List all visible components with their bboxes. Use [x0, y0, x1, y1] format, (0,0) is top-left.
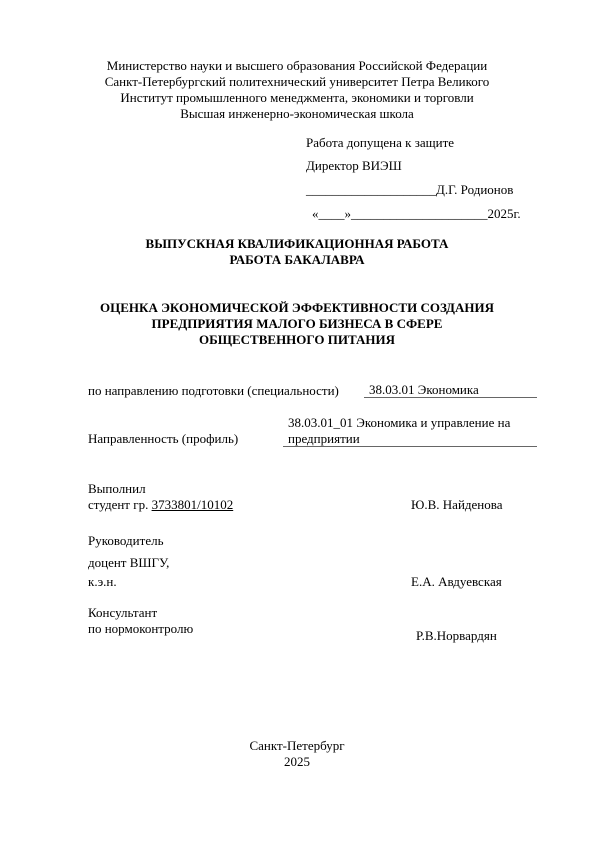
- thesis-title-line3: ОБЩЕСТВЕННОГО ПИТАНИЯ: [199, 332, 395, 347]
- consultant-role: Консультант: [88, 605, 158, 620]
- signature-line: ____________________: [306, 182, 436, 197]
- supervisor-position: доцент ВШГУ,: [88, 555, 170, 570]
- direction-label: по направлению подготовки (специальности): [88, 383, 339, 398]
- admitted-text: Работа допущена к защите: [306, 135, 455, 150]
- direction-value: 38.03.01 Экономика: [369, 382, 479, 397]
- consultant-name: Р.В.Норвардян: [416, 628, 497, 643]
- supervisor-degree: к.э.н.: [88, 574, 117, 589]
- institute-line: Институт промышленного менеджмента, экономики и торговли: [120, 90, 474, 105]
- date-year: 2025г.: [487, 206, 521, 221]
- profile-value-line2: предприятии: [288, 431, 360, 446]
- thesis-title-line1: ОЦЕНКА ЭКОНОМИЧЕСКОЙ ЭФФЕКТИВНОСТИ СОЗДАНИЯ: [100, 300, 494, 315]
- footer-city: Санкт-Петербург: [249, 738, 345, 753]
- university-line: Санкт-Петербургский политехнический университет Петра Великого: [104, 74, 490, 89]
- profile-label: Направленность (профиль): [88, 431, 239, 446]
- supervisor-role: Руководитель: [88, 533, 164, 548]
- director-signature-row: [306, 182, 513, 198]
- director-name: Д.Г. Родионов: [436, 182, 514, 197]
- student-group: 3733801/10102: [151, 497, 234, 512]
- supervisor-name: Е.А. Авдуевская: [411, 574, 502, 589]
- student-position: [88, 497, 233, 513]
- student-name: Ю.В. Найденова: [411, 497, 503, 512]
- student-role: Выполнил: [88, 481, 146, 496]
- direction-underline: [364, 397, 537, 398]
- date-day: «____»: [312, 206, 351, 221]
- thesis-title-line2: ПРЕДПРИЯТИЯ МАЛОГО БИЗНЕСА В СФЕРЕ: [151, 316, 443, 331]
- work-type-line1: ВЫПУСКНАЯ КВАЛИФИКАЦИОННАЯ РАБОТА: [145, 236, 449, 251]
- school-line: Высшая инженерно-экономическая школа: [180, 106, 414, 121]
- ministry-line: Министерство науки и высшего образования Российской Федерации: [106, 58, 488, 73]
- student-position-prefix: студент гр.: [88, 497, 149, 512]
- approval-date-row: [312, 206, 521, 222]
- profile-value-line1: 38.03.01_01 Экономика и управление на: [288, 415, 511, 430]
- consultant-area: по нормоконтролю: [88, 621, 194, 636]
- footer-year: 2025: [284, 754, 310, 769]
- work-type-line2: РАБОТА БАКАЛАВРА: [229, 252, 365, 267]
- director-title: Директор ВИЭШ: [306, 158, 402, 173]
- profile-underline: [283, 446, 537, 447]
- date-month-line: _____________________: [351, 206, 488, 221]
